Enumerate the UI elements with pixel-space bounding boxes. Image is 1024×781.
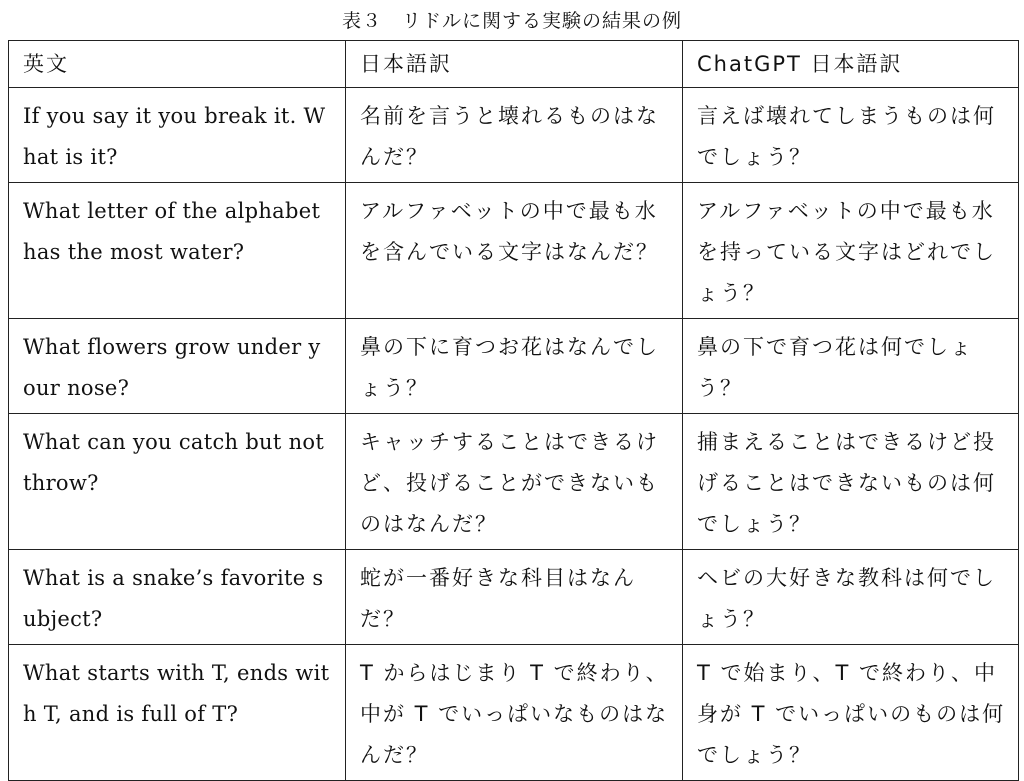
header-chatgpt-translation: ChatGPT 日本語訳 xyxy=(683,41,1019,88)
cell-japanese: キャッチすることはできるけど、投げることができないものはなんだ？ xyxy=(346,414,683,550)
cell-chatgpt: ヘビの大好きな教科は何でしょう？ xyxy=(683,550,1019,645)
cell-english: What starts with T, ends with T, and is full of T? xyxy=(9,645,346,781)
header-japanese-translation: 日本語訳 xyxy=(346,41,683,88)
cell-english: What flowers grow under your nose? xyxy=(9,319,346,414)
table-row xyxy=(9,414,1019,550)
cell-chatgpt: アルファベットの中で最も水を持っている文字はどれでしょう？ xyxy=(683,183,1019,319)
table-row xyxy=(9,183,1019,319)
table-header-row xyxy=(9,41,1019,88)
cell-japanese: 蛇が一番好きな科目はなんだ？ xyxy=(346,550,683,645)
table-row xyxy=(9,319,1019,414)
table-row xyxy=(9,550,1019,645)
cell-japanese: 鼻の下に育つお花はなんでしょう？ xyxy=(346,319,683,414)
riddle-results-table xyxy=(8,40,1019,781)
cell-english: If you say it you break it. What is it? xyxy=(9,88,346,183)
cell-english: What is a snake’s favorite subject? xyxy=(9,550,346,645)
table-caption: 表３ リドルに関する実験の結果の例 xyxy=(341,10,682,32)
cell-japanese: 名前を言うと壊れるものはなんだ？ xyxy=(346,88,683,183)
cell-japanese: T からはじまり T で終わり、中が T でいっぱいなものはなんだ？ xyxy=(346,645,683,781)
table-row xyxy=(9,88,1019,183)
table-row xyxy=(9,645,1019,781)
cell-english: What letter of the alphabet has the most water? xyxy=(9,183,346,319)
cell-chatgpt: 鼻の下で育つ花は何でしょう？ xyxy=(683,319,1019,414)
cell-chatgpt: 言えば壊れてしまうものは何でしょう？ xyxy=(683,88,1019,183)
cell-chatgpt: T で始まり、T で終わり、中身が T でいっぱいのものは何でしょう？ xyxy=(683,645,1019,781)
cell-english: What can you catch but not throw? xyxy=(9,414,346,550)
cell-japanese: アルファベットの中で最も水を含んでいる文字はなんだ？ xyxy=(346,183,683,319)
header-english: 英文 xyxy=(9,41,346,88)
cell-chatgpt: 捕まえることはできるけど投げることはできないものは何でしょう？ xyxy=(683,414,1019,550)
